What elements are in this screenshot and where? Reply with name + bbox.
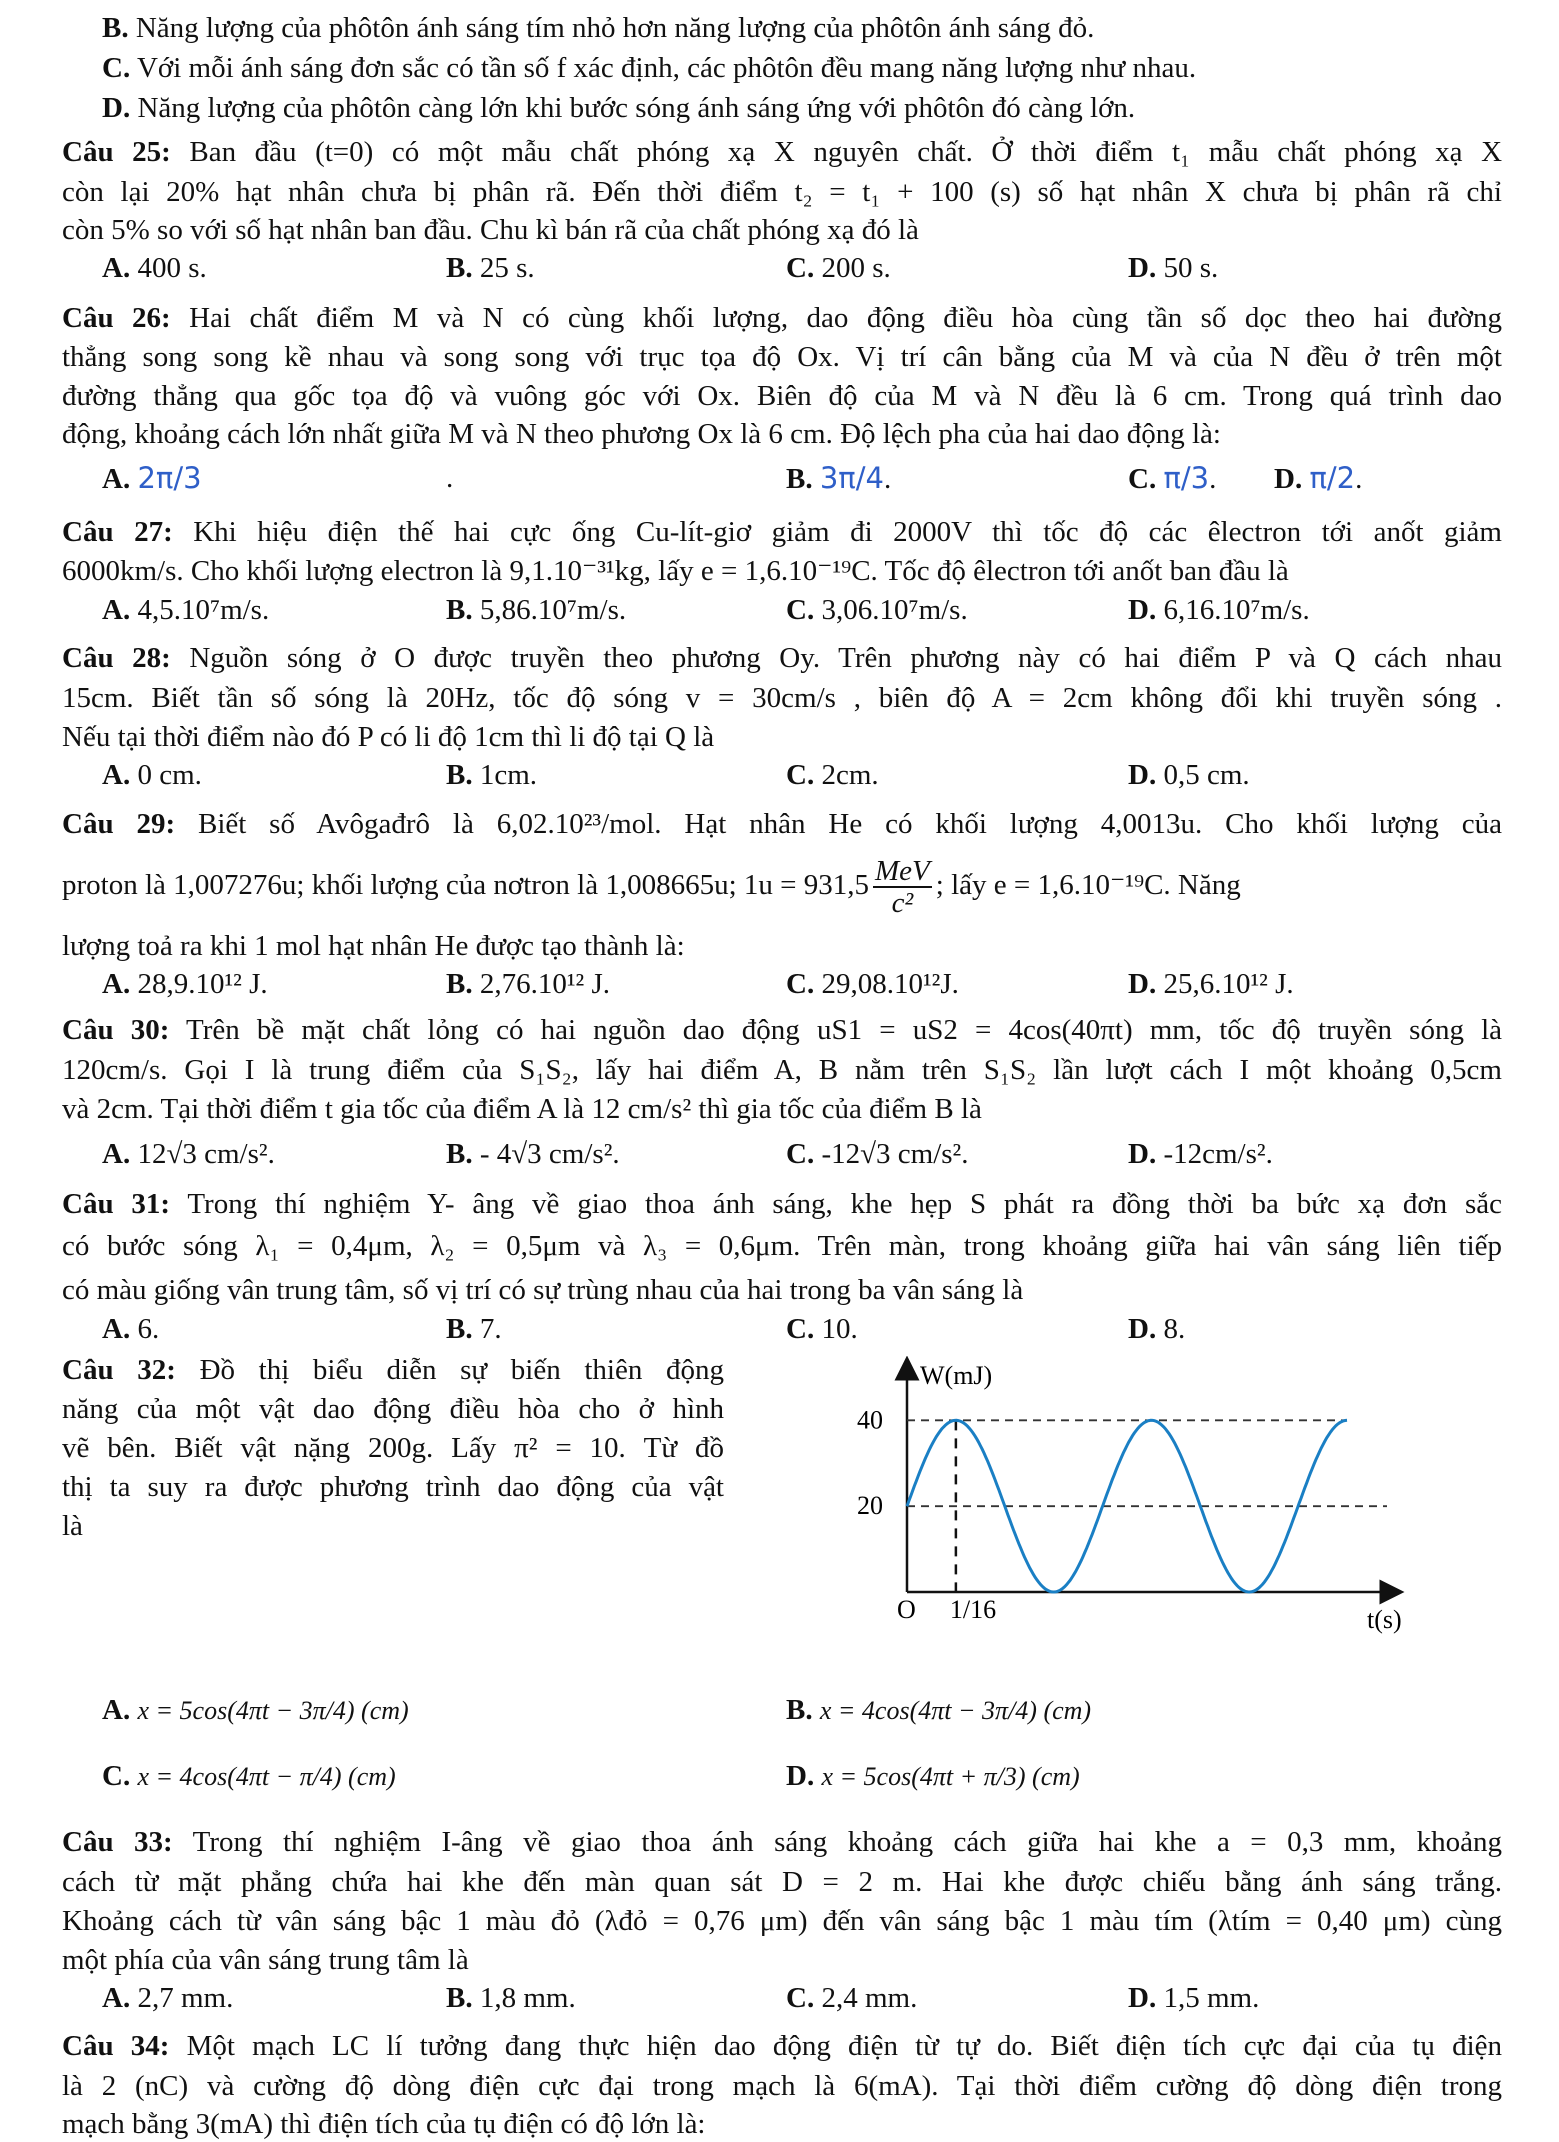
q32-text-line2: năng của một vật dao động điều hòa cho ở hình <box>62 1393 724 1425</box>
q26-option-b: B. 3π/4. <box>786 461 892 495</box>
q30-text-line1: Câu 30: Trên bề mặt chất lỏng có hai nguồn dao động uS1 = uS2 = 4cos(40πt) mm, tốc độ truyền sóng là <box>62 1014 1503 1046</box>
q26-option-a: A. 2π/3 <box>102 461 202 495</box>
q26-text-line2: thẳng song song kề nhau và song song với trục tọa độ Ox. Vị trí cân bằng của M và của N đều ở trên một <box>62 341 1502 373</box>
q26-option-d: D. π/2. <box>1274 461 1363 495</box>
q27-option-b: B. 5,86.10⁷m/s. <box>446 594 627 626</box>
q24-option-d: D. Năng lượng của phôtôn càng lớn khi bước sóng ánh sáng ứng với phôtôn đó càng lớn. <box>102 92 1136 124</box>
q29-option-b: B. 2,76.10¹² J. <box>446 968 611 1000</box>
q33-option-b: B. 1,8 mm. <box>446 1982 576 2014</box>
q33-text-line4: một phía của vân sáng trung tâm là <box>62 1944 469 1976</box>
q28-option-a: A. 0 cm. <box>102 759 202 791</box>
kinetic-energy-curve <box>907 1420 1347 1592</box>
q25-text-line1: Câu 25: Ban đầu (t=0) có một mẫu chất phóng xạ X nguyên chất. Ở thời điểm t₁ mẫu chất phóng xạ X <box>62 136 1503 168</box>
q29-text-line1: Câu 29: Biết số Avôgađrô là 6,02.10²³/mol. Hạt nhân He có khối lượng 4,0013u. Cho khối lượng của <box>62 808 1502 840</box>
q26-text-line4: động, khoảng cách lớn nhất giữa M và N theo phương Ox là 6 cm. Độ lệch pha của hai dao động là: <box>62 418 1221 450</box>
q25-text-line2: còn lại 20% hạt nhân chưa bị phân rã. Đến thời điểm t₂ = t₁ + 100 (s) số hạt nhân X chưa bị phân rã chỉ <box>62 176 1502 208</box>
q33-text-line2: cách từ mặt phẳng chứa hai khe đến màn quan sát D = 2 m. Hai khe được chiếu bằng ánh sáng trắng. <box>62 1866 1502 1898</box>
q30-option-a: A. 12√3 cm/s². <box>102 1138 275 1170</box>
energy-chart <box>802 1356 1442 1638</box>
q27-option-a: A. 4,5.10⁷m/s. <box>102 594 270 626</box>
q33-option-a: A. 2,7 mm. <box>102 1982 234 2014</box>
origin-label: O <box>897 1595 916 1624</box>
y-axis-label: W(mJ) <box>920 1361 993 1390</box>
q33-text-line1: Câu 33: Trong thí nghiệm I-âng về giao thoa ánh sáng khoảng cách giữa hai khe a = 0,3 mm, khoảng <box>62 1826 1503 1858</box>
q32-text-line4: thị ta suy ra được phương trình dao động của vật <box>62 1471 724 1503</box>
q26-option-dot: . <box>446 462 454 494</box>
q33-option-d: D. 1,5 mm. <box>1128 1982 1260 2014</box>
y-tick-label-40: 40 <box>857 1405 883 1435</box>
q33-text-line3: Khoảng cách từ vân sáng bậc 1 màu đỏ (λđỏ = 0,76 μm) đến vân sáng bậc 1 màu tím (λtím = 0,40 μm) cùng <box>62 1905 1502 1937</box>
q29-text-line2: proton là 1,007276u; khối lượng của nơtron là 1,008665u; 1u = 931,5 $\frac{\text{MeV}}{\text{c²}}$ ; lấy e = 1,6.10⁻¹⁹C. Năng <box>62 855 1241 920</box>
q28-option-b: B. 1cm. <box>446 759 538 791</box>
q28-text-line3: Nếu tại thời điểm nào đó P có li độ 1cm thì li độ tại Q là <box>62 721 715 753</box>
q24-option-c: C. Với mỗi ánh sáng đơn sắc có tần số f xác định, các phôtôn đều mang năng lượng như nhau. <box>102 52 1197 84</box>
q34-text-line2: là 2 (nC) và cường độ dòng điện cực đại trong mạch là 6(mA). Tại thời điểm cường độ dòng điện trong <box>62 2070 1502 2102</box>
q26-option-c: C. π/3. <box>1128 461 1217 495</box>
q25-option-a: A. 400 s. <box>102 252 207 284</box>
q25-option-b: B. 25 s. <box>446 252 535 284</box>
q26-text-line3: đường thẳng qua gốc tọa độ và vuông góc với Ox. Biên độ của M và N đều là 6 cm. Trong quá trình dao <box>62 380 1502 412</box>
q31-text-line3: có màu giống vân trung tâm, số vị trí có sự trùng nhau của hai trong ba vân sáng là <box>62 1274 1024 1306</box>
q27-text-line1: Câu 27: Khi hiệu điện thế hai cực ống Cu-lít-giơ giảm đi 2000V thì tốc độ các êlectron tới anốt giảm <box>62 516 1502 548</box>
q30-option-c: C. -12√3 cm/s². <box>786 1138 969 1170</box>
q32-option-d: D. x = 5cos(4πt + π/3) (cm) <box>786 1760 1080 1792</box>
q26-text-line1: Câu 26: Hai chất điểm M và N có cùng khối lượng, dao động điều hòa cùng tần số dọc theo hai đường <box>62 302 1503 334</box>
q27-option-c: C. 3,06.10⁷m/s. <box>786 594 968 626</box>
x-axis-label: t(s) <box>1367 1605 1402 1634</box>
q29-option-a: A. 28,9.10¹² J. <box>102 968 268 1000</box>
q31-option-b: B. 7. <box>446 1313 502 1345</box>
q33-option-c: C. 2,4 mm. <box>786 1982 918 2014</box>
q29-option-c: C. 29,08.10¹²J. <box>786 968 959 1000</box>
q25-option-c: C. 200 s. <box>786 252 891 284</box>
q34-text-line3: mạch bằng 3(mA) thì điện tích của tụ điện có độ lớn là: <box>62 2108 706 2140</box>
q28-option-c: C. 2cm. <box>786 759 879 791</box>
q31-text-line2: có bước sóng λ₁ = 0,4μm, λ₂ = 0,5μm và λ₃ = 0,6μm. Trên màn, trong khoảng giữa hai vân sáng liên tiếp <box>62 1230 1502 1262</box>
q31-option-d: D. 8. <box>1128 1313 1186 1345</box>
mev-fraction: $\frac{\text{MeV}}{\text{c²}}$ <box>875 855 930 920</box>
q25-text-line3: còn 5% so với số hạt nhân ban đầu. Chu kì bán rã của chất phóng xạ đó là <box>62 214 919 246</box>
q30-text-line2: 120cm/s. Gọi I là trung điểm của S₁S₂, lấy hai điểm A, B nằm trên S₁S₂ lần lượt cách I một khoảng 0,5cm <box>62 1054 1502 1086</box>
q32-option-c: C. x = 4cos(4πt − π/4) (cm) <box>102 1760 396 1792</box>
q27-option-d: D. 6,16.10⁷m/s. <box>1128 594 1310 626</box>
q32-text-line3: vẽ bên. Biết vật nặng 200g. Lấy π² = 10. Từ đồ <box>62 1432 724 1464</box>
q34-text-line1: Câu 34: Một mạch LC lí tưởng đang thực hiện dao động điện từ tự do. Biết điện tích cực đại của tụ điện <box>62 2030 1502 2062</box>
q30-text-line3: và 2cm. Tại thời điểm t gia tốc của điểm A là 12 cm/s² thì gia tốc của điểm B là <box>62 1093 982 1125</box>
q32-option-b: B. x = 4cos(4πt − 3π/4) (cm) <box>786 1694 1092 1726</box>
q30-option-b: B. - 4√3 cm/s². <box>446 1138 620 1170</box>
x-tick-label-1-16: 1/16 <box>949 1595 997 1624</box>
q25-option-d: D. 50 s. <box>1128 252 1219 284</box>
q29-option-d: D. 25,6.10¹² J. <box>1128 968 1294 1000</box>
q28-text-line1: Câu 28: Nguồn sóng ở O được truyền theo phương Oy. Trên phương này có hai điểm P và Q cách nhau <box>62 642 1503 674</box>
q29-text-line3: lượng toả ra khi 1 mol hạt nhân He được tạo thành là: <box>62 930 685 962</box>
q32-text-line5: là <box>62 1510 83 1542</box>
q28-option-d: D. 0,5 cm. <box>1128 759 1250 791</box>
q24-option-b: B. Năng lượng của phôtôn ánh sáng tím nhỏ hơn năng lượng của phôtôn ánh sáng đỏ. <box>102 12 1095 44</box>
y-tick-label-20: 20 <box>857 1491 883 1521</box>
q30-option-d: D. -12cm/s². <box>1128 1138 1273 1170</box>
q31-option-a: A. 6. <box>102 1313 160 1345</box>
q32-option-a: A. x = 5cos(4πt − 3π/4) (cm) <box>102 1694 409 1726</box>
q27-text-line2: 6000km/s. Cho khối lượng electron là 9,1.10⁻³¹kg, lấy e = 1,6.10⁻¹⁹C. Tốc độ êlectron tới anốt ban đầu là <box>62 555 1289 587</box>
q31-text-line1: Câu 31: Trong thí nghiệm Y- âng về giao thoa ánh sáng, khe hẹp S phát ra đồng thời ba bức xạ đơn sắc <box>62 1188 1502 1220</box>
q32-text-line1: Câu 32: Đồ thị biểu diễn sự biến thiên động <box>62 1354 725 1386</box>
q28-text-line2: 15cm. Biết tần số sóng là 20Hz, tốc độ sóng v = 30cm/s , biên độ A = 2cm không đổi khi truyền sóng . <box>62 682 1502 714</box>
q31-option-c: C. 10. <box>786 1313 858 1345</box>
